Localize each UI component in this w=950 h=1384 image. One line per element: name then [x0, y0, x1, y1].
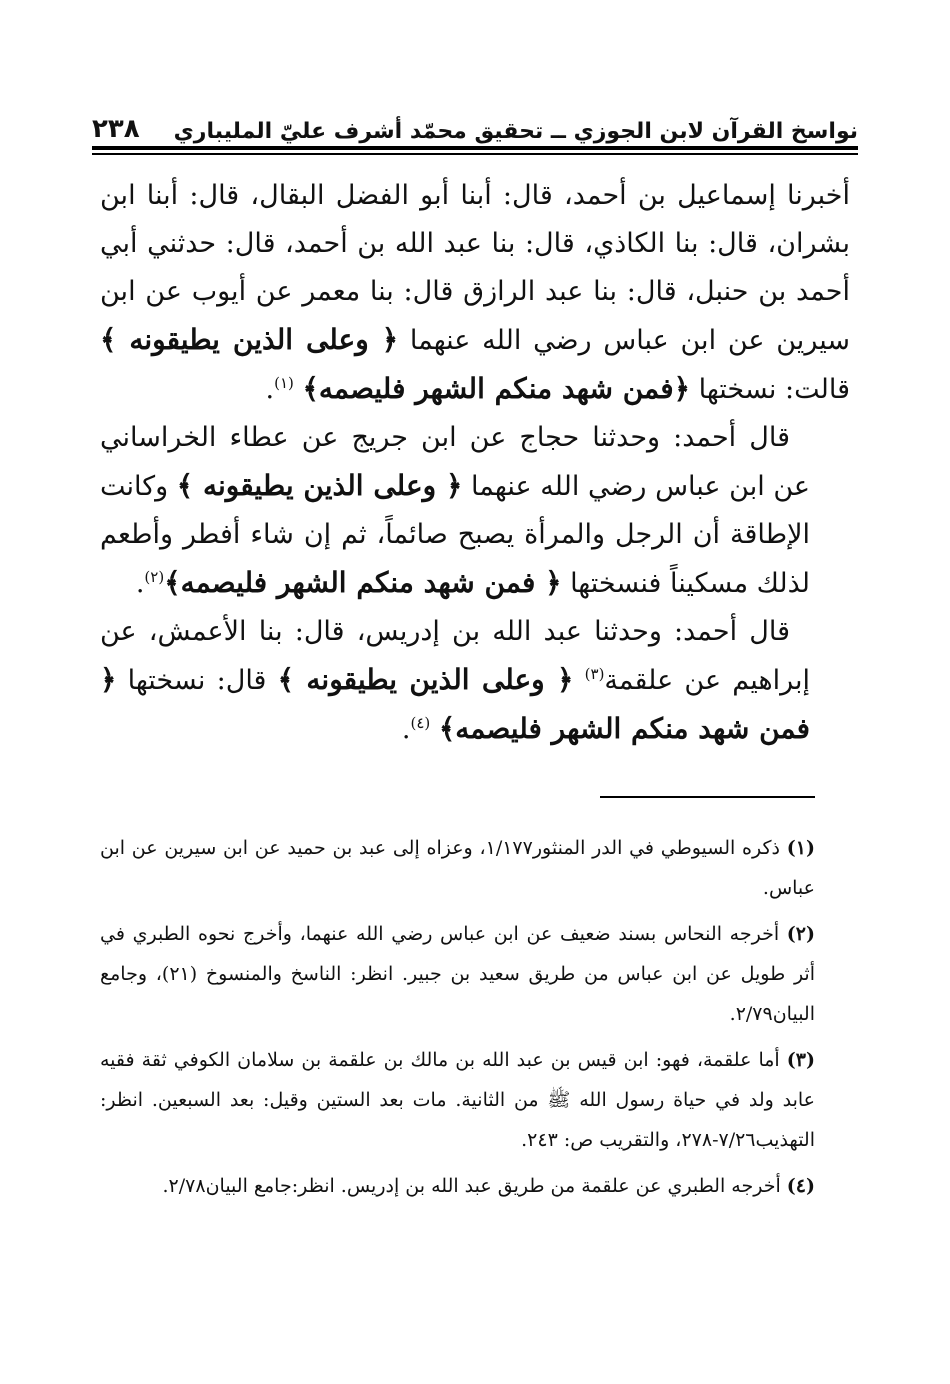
footnote-number: (٣)	[786, 1049, 815, 1071]
paragraph-text: قالت: نسختها	[698, 374, 850, 405]
header-rule-thin	[92, 153, 858, 155]
footnote-text: أخرجه الطبري عن علقمة من طريق عبد الله بن إدريس. انظر:جامع البيان٢/٧٨.	[162, 1175, 781, 1197]
paragraph-text: وكانت الإطاقة أن الرجل والمرأة يصبح صائماً، ثم إن شاء أفطر وأطعم لذلك مسكيناً فنسختها	[100, 471, 810, 599]
footnote-number: (٤)	[786, 1175, 815, 1197]
paragraph-text: قال أحمد: وحدثنا عبد الله بن إدريس، قال: بنا الأعمش، عن إبراهيم عن علقمة	[100, 616, 811, 696]
quran-quote: ﴿فمن شهد منكم الشهر فليصمه﴾	[302, 372, 690, 405]
full-stop: .	[401, 714, 411, 745]
full-stop: .	[135, 568, 145, 599]
full-stop: .	[265, 374, 275, 405]
paragraph-3	[100, 608, 810, 754]
footnote-number: (١)	[786, 837, 815, 859]
paragraph-text: قال أحمد: وحدثنا حجاج عن ابن جريج عن عطاء الخراساني عن ابن عباس رضي الله عنهما	[100, 422, 810, 502]
footnote-1	[100, 828, 815, 908]
footnote-2	[100, 914, 815, 1034]
footnote-ref[interactable]: (٣)	[584, 665, 605, 683]
footnote-number: (٢)	[786, 923, 815, 945]
paragraph-text: أخبرنا إسماعيل بن أحمد، قال: أبنا أبو الفضل البقال، قال: أبنا ابن بشران، قال: بنا الكاذي، قال: بنا عبد الله بن أحمد، قال: حدثني أبي أحمد بن حنبل، قال: بنا عبد الرازق قال: بنا معمر عن أيوب عن ابن سيرين عن ابن عباس رضي الله عنهما	[100, 180, 850, 356]
quran-quote: ﴿ وعلى الذين يطيقونه ﴾	[277, 663, 574, 696]
page-number: ٢٣٨	[92, 114, 140, 144]
header-rule-thick	[92, 146, 858, 150]
paragraph-text: قال: نسختها	[127, 665, 267, 696]
paragraph-1	[100, 172, 850, 414]
paragraph-2	[100, 414, 810, 608]
footnote-text: أخرجه النحاس بسند ضعيف عن ابن عباس رضي الله عنهما، وأخرج نحوه الطبري في أثر طويل عن ابن عباس من طريق سعيد بن جبير. انظر: الناسخ والمنسوخ (٢١)، وجامع البيان٢/٧٩.	[100, 923, 816, 1025]
footnote-3	[100, 1040, 815, 1160]
footnote-ref[interactable]: (١)	[274, 374, 294, 392]
footnote-text: أما علقمة، فهو: ابن قيس بن عبد الله بن مالك بن علقمة بن سلامان الكوفي ثقة فقيه عابد ولد في حياة رسول الله ﷺ من الثانية. مات بعد الستين وقيل: بعد السبعين. انظر: التهذيب٧/٢٦-٢٧٨، والتقريب ص: ٢٤٣.	[100, 1049, 815, 1151]
running-header	[92, 108, 858, 144]
quran-quote: ﴿ وعلى الذين يطيقونه ﴾	[100, 323, 399, 356]
footnotes	[100, 828, 815, 1212]
footnote-ref[interactable]: (٢)	[144, 568, 165, 586]
footnote-ref[interactable]: (٤)	[410, 714, 431, 732]
quran-quote: ﴿ فمن شهد منكم الشهر فليصمه﴾	[164, 566, 562, 599]
quran-quote: ﴿ وعلى الذين يطيقونه ﴾	[176, 469, 463, 502]
main-text	[100, 172, 850, 754]
book-title: نواسخ القرآن لابن الجوزي ــ تحقيق محمّد أشرف عليّ المليباري	[173, 119, 858, 144]
footnote-text: ذكره السيوطي في الدر المنثور١/١٧٧، وعزاه إلى عبد بن حميد عن ابن سيرين عن ابن عباس.	[100, 837, 815, 899]
footnote-4	[100, 1166, 815, 1206]
quran-quote: ﴿ فمن شهد منكم الشهر فليصمه﴾	[100, 663, 810, 745]
footnote-separator	[600, 796, 815, 798]
